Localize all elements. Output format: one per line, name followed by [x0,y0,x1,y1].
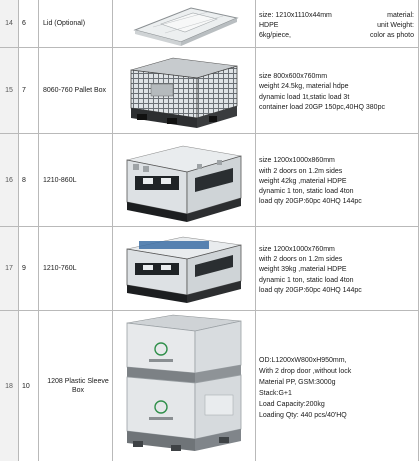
item-number: 6 [19,0,39,47]
spec-line: dynamic 1 ton, static load 4ton [259,276,354,284]
spec-line: Loading Qty: 440 pcs/40'HQ [259,412,347,419]
mesh-pallet-box-photo [113,48,256,133]
spec-line: weight 24.5kg, material hdpe [259,83,349,91]
spec-line: Load Capacity:200kg [259,401,325,408]
row-number[interactable]: 18 [0,311,19,461]
spec-line: container load 20GP 150pc,40HQ 380pc [259,103,385,111]
spec-line: Material PP, GSM:3000g [259,379,336,386]
spec-line: dynamic load 1t,static load 3t [259,93,350,101]
sleeve-box-stack-photo [113,311,256,461]
spec-line: load qty 20GP:60pc 40HQ 144pc [259,286,362,294]
item-specification [256,227,419,310]
folding-pallet-box-photo [113,134,256,226]
spec-line: OD:L1200xW800xH950mm, [259,357,347,364]
row-number[interactable]: 14 [0,0,19,47]
row-number[interactable]: 16 [0,134,19,226]
spec-line: weight 39kg ,material HDPE [259,266,347,274]
item-number: 10 [19,311,39,461]
item-specification [256,311,419,461]
item-number: 8 [19,134,39,226]
row-number[interactable]: 17 [0,227,19,310]
item-name: 8060-760 Pallet Box [39,48,113,133]
spec-line: size 1200x1000x760mm [259,245,335,253]
table-row [0,227,419,311]
spec-line: with 2 doors on 1.2m sides [259,167,343,175]
spec-text: size: 1210x1110x44mm [259,11,332,19]
item-name: 1210-760L [39,227,113,310]
item-specification [256,134,419,226]
spec-text: HDPE [259,21,279,29]
spec-text: material: [387,11,414,19]
spec-line: Stack:G+1 [259,390,292,397]
spec-text: unit Weight: [377,21,414,29]
spec-line: with 2 doors on 1.2m sides [259,256,343,264]
table-row [0,134,419,227]
item-name: 1210-860L [39,134,113,226]
item-specification [256,0,419,47]
item-number: 9 [19,227,39,310]
item-number: 7 [19,48,39,133]
row-number[interactable]: 15 [0,48,19,133]
spec-line: With 2 drop door ,without lock [259,368,352,375]
spec-line: size 800x600x760mm [259,73,328,81]
table-row [0,311,419,461]
table-row [0,0,419,48]
item-name: 1208 Plastic Sleeve Box [39,311,113,461]
spec-text: color as photo [370,31,414,39]
spec-text: 6kg/piece, [259,31,291,39]
pallet-lid-photo [113,0,256,47]
spec-line: load qty 20GP:60pc 40HQ 144pc [259,198,362,206]
spec-line: size 1200x1000x860mm [259,157,335,165]
item-name: Lid (Optional) [39,0,113,47]
spec-line: weight 42kg ,material HDPE [259,177,347,185]
item-specification [256,48,419,133]
folding-pallet-box-photo [113,227,256,310]
spec-line: dynamic 1 ton, static load 4ton [259,188,354,196]
table-row [0,48,419,134]
